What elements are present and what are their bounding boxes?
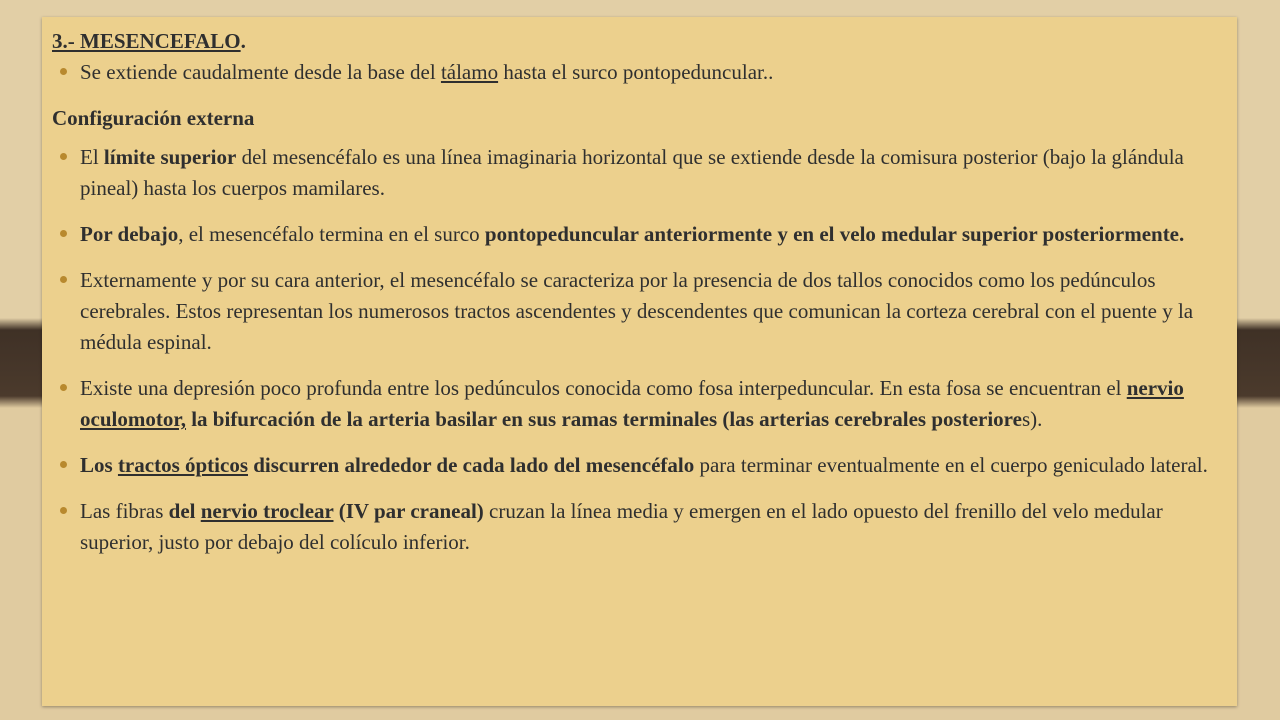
b4-text-bold-3: la bifurcación de la arteria basilar en sus ramas terminales (las arterias cerebrales posteriore [185,407,1022,431]
b6-text-5: cruzan la línea media y emergen en el lado opuesto del frenillo del velo medular superior, justo por debajo del colículo inferior. [80,499,1163,554]
b3-text: Externamente y por su cara anterior, el mesencéfalo se caracteriza por la presencia de dos tallos conocidos como los pedúnculos cerebrales. Estos representan los numerosos tractos ascendentes y descendentes que comunican la corteza cerebral con el puente y la médula espinal. [80,268,1194,354]
slide-title [52,29,1213,53]
bullet-dot-icon [60,276,67,283]
bullet-dot-icon [60,68,67,75]
bullet-dot-icon [60,230,67,237]
b2-text-2: , el mesencéfalo termina en el surco [178,222,485,246]
intro-text-3: hasta el surco pontopeduncular.. [498,60,774,84]
bullet-dot-icon [60,507,67,514]
b2-text-bold-1: Por debajo [80,222,179,246]
b5-text-bold-3: discurren alrededor de cada lado del mesencéfalo [248,453,695,477]
bullet-limite-superior [52,142,1213,204]
slide-card [42,17,1237,706]
bullet-dot-icon [60,461,67,468]
b1-text-3: del mesencéfalo es una línea imaginaria horizontal que se extiende desde la comisura posterior (bajo la glándula pineal) hasta los cuerpos mamilares. [80,145,1184,200]
b1-text-bold: límite superior [103,145,237,169]
bullet-dot-icon [60,384,67,391]
b6-text-troclear: nervio troclear [200,499,334,523]
bullet-fosa-interpeduncular [52,373,1213,435]
bullet-por-debajo [52,219,1213,250]
b4-text-4: s). [1021,407,1043,431]
bullet-intro [52,57,1213,88]
bullet-dot-icon [60,153,67,160]
b2-text-bold-3: pontopeduncular anteriormente y en el velo medular superior posteriormente. [484,222,1185,246]
b4-text-oculomotor: nervio oculomotor, [80,376,1184,431]
b5-text-bold-1: Los [80,453,118,477]
title-text: 3.- MESENCEFALO [52,29,241,53]
b6-text-bold-4: (IV par craneal) [333,499,484,523]
b5-text-tractos: tractos ópticos [117,453,248,477]
intro-text-talamo: tálamo [440,60,499,84]
section-heading: Configuración externa [52,106,255,130]
b4-text-1: Existe una depresión poco profunda entre los pedúnculos conocida como fosa interpeduncular. En esta fosa se encuentran el [80,376,1127,400]
bullet-nervio-troclear [52,496,1213,558]
bullet-tractos-opticos [52,450,1213,481]
intro-text-1: Se extiende caudalmente desde la base del [80,60,441,84]
bullet-externamente [52,265,1213,358]
b6-text-bold-2: del [168,499,201,523]
b5-text-4: para terminar eventualmente en el cuerpo geniculado lateral. [694,453,1208,477]
title-period: . [240,29,246,53]
b6-text-1: Las fibras [80,499,169,523]
b1-text-1: El [80,145,104,169]
